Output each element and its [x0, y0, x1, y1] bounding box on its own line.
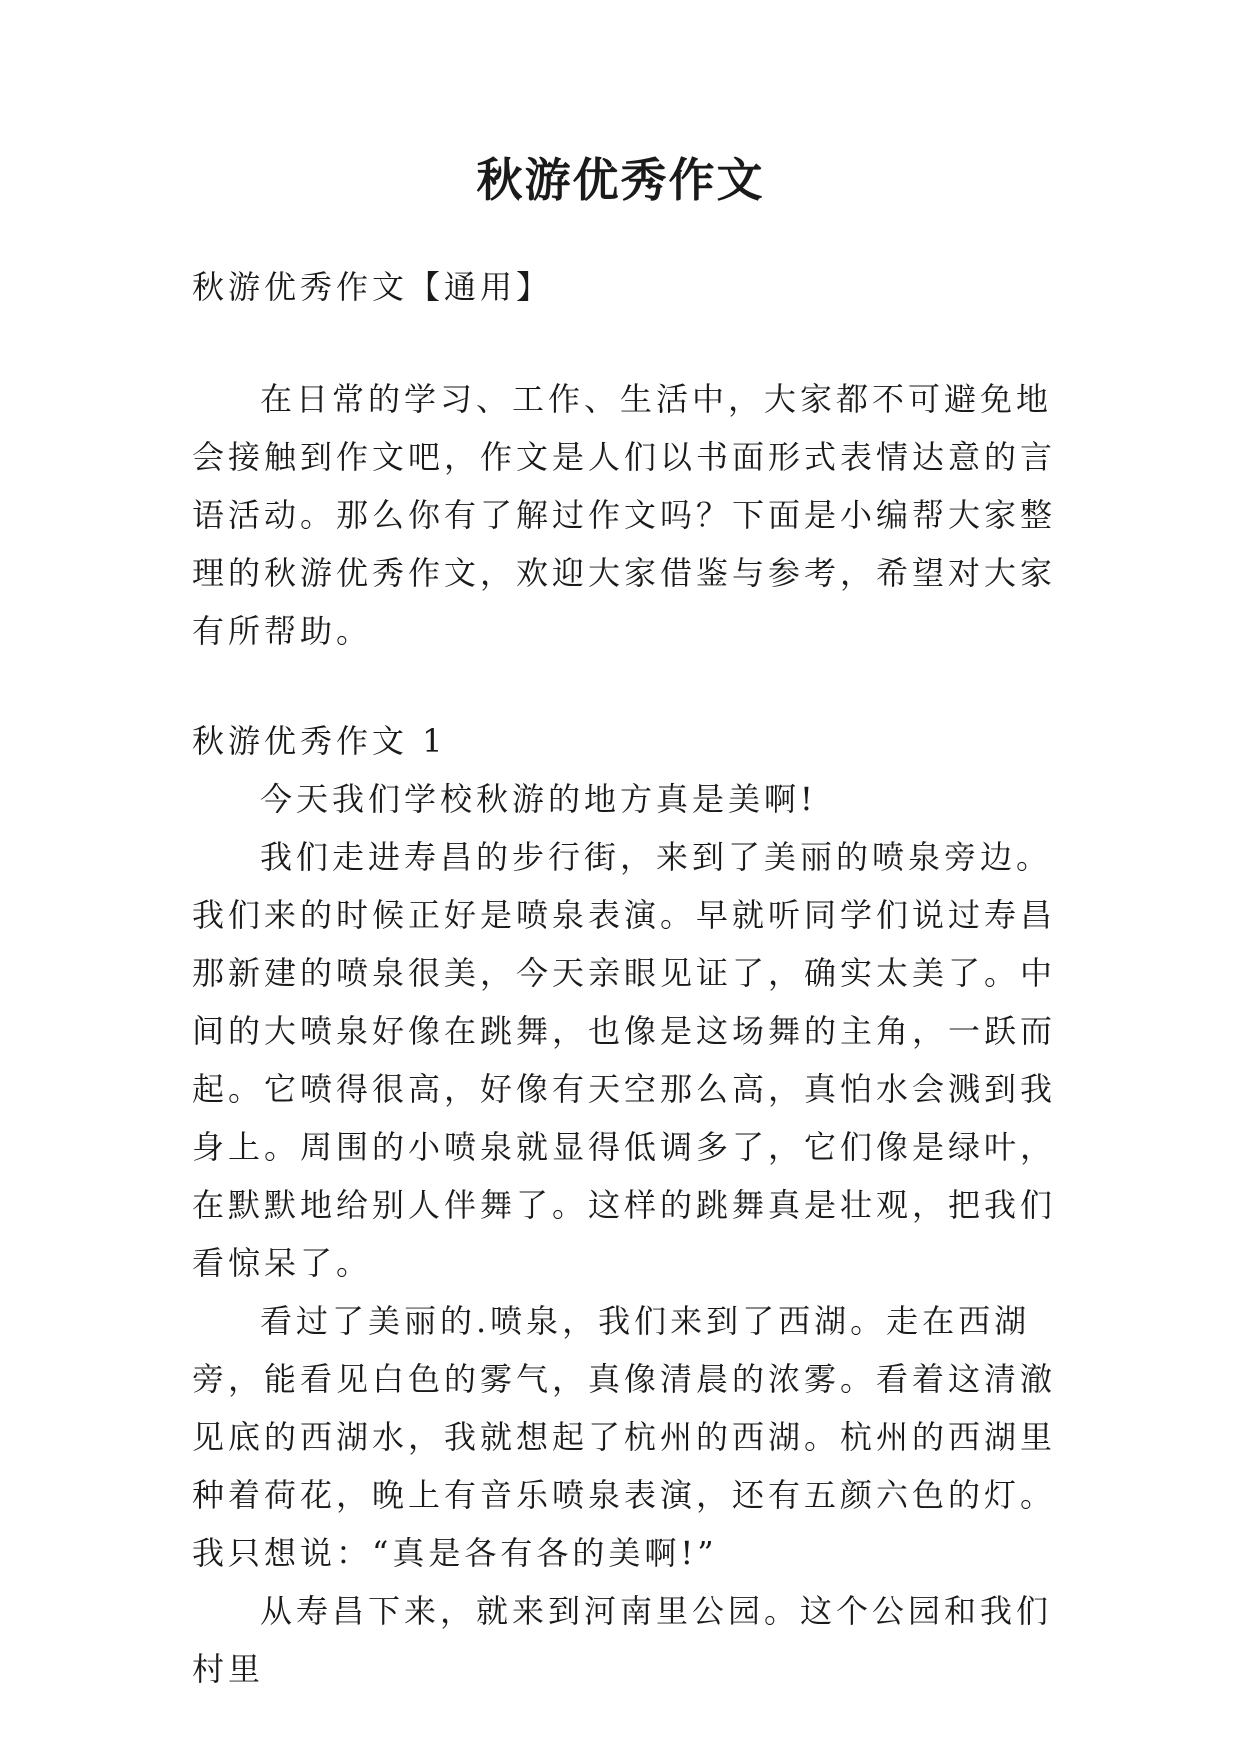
document-body	[192, 258, 1072, 1698]
intro-paragraph: 在日常的学习、工作、生活中，大家都不可避免地会接触到作文吧，作文是人们以书面形式表情达意的言语活动。那么你有了解过作文吗？下面是小编帮大家整理的秋游优秀作文，欢迎大家借鉴与参考，希望对大家有所帮助。	[192, 380, 1057, 650]
essay-paragraph: 今天我们学校秋游的地方真是美啊!	[260, 780, 817, 818]
essay-paragraph: 从寿昌下来，就来到河南里公园。这个公园和我们村里	[192, 1592, 1053, 1688]
essay-heading: 秋游优秀作文 1	[192, 722, 447, 760]
document-title: 秋游优秀作文	[476, 153, 765, 207]
document-subtitle: 秋游优秀作文【通用】	[192, 268, 553, 306]
essay-paragraph: 看过了美丽的.喷泉，我们来到了西湖。走在西湖旁，能看见白色的雾气，真像清晨的浓雾。看着这清澈见底的西湖水，我就想起了杭州的西湖。杭州的西湖里种着荷花，晚上有音乐喷泉表演，还有五颜六色的灯。我只想说：“真是各有各的美啊!”	[192, 1302, 1057, 1572]
essay-paragraph: 我们走进寿昌的步行街，来到了美丽的喷泉旁边。我们来的时候正好是喷泉表演。早就听同学们说过寿昌那新建的喷泉很美，今天亲眼见证了，确实太美了。中间的大喷泉好像在跳舞，也像是这场舞的主角，一跃而起。它喷得很高，好像有天空那么高，真怕水会溅到我身上。周围的小喷泉就显得低调多了，它们像是绿叶，在默默地给别人伴舞了。这样的跳舞真是壮观，把我们看惊呆了。	[192, 838, 1057, 1282]
